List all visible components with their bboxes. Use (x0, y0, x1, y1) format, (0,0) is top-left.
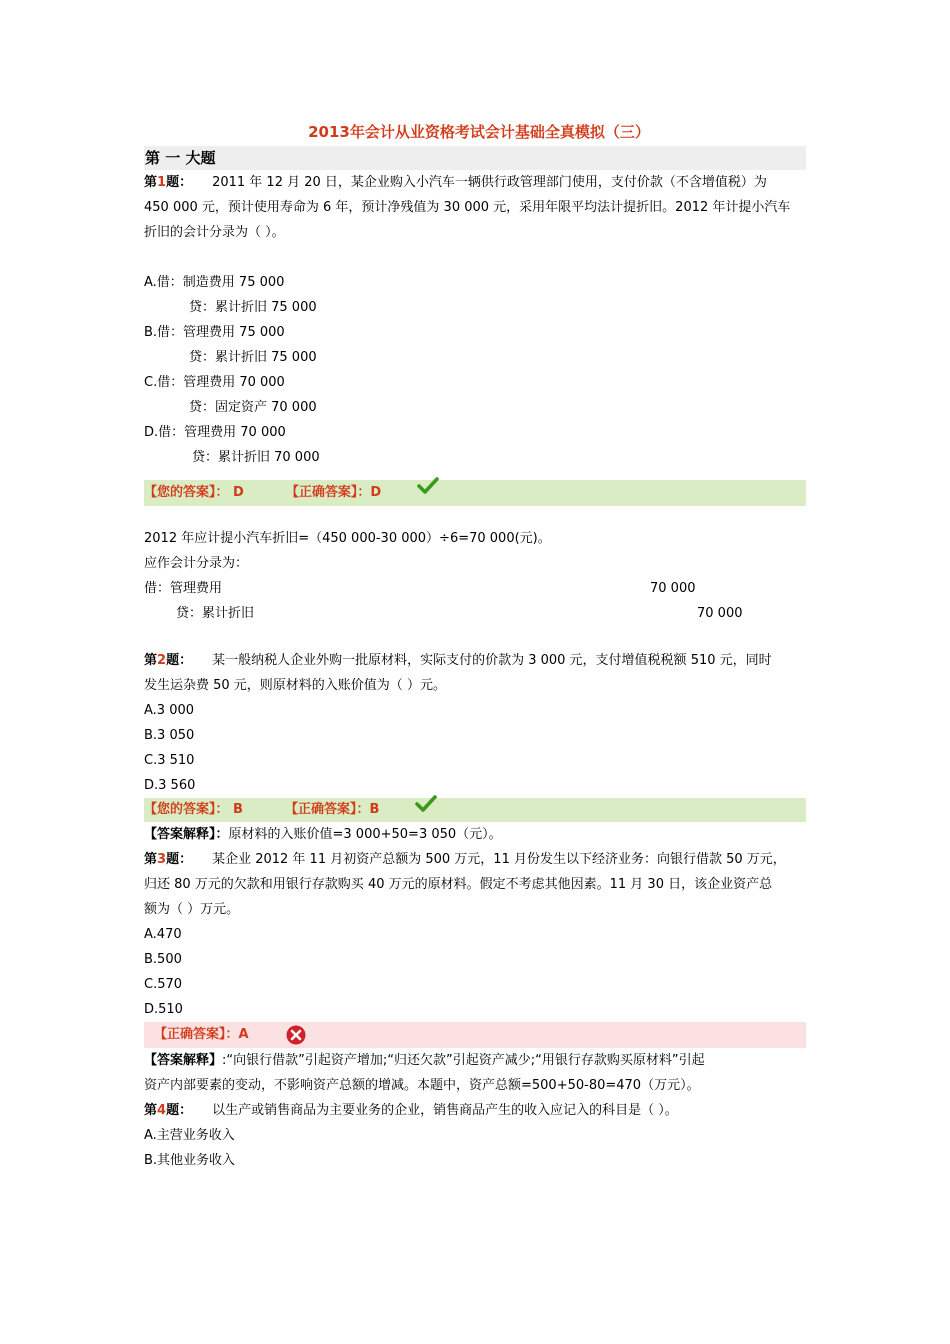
option-a: A.主营业务收入 (144, 1128, 235, 1143)
question-label-suffix: 题： (166, 175, 193, 190)
option-b: B.其他业务收入 (144, 1153, 236, 1168)
document-page (144, 118, 806, 1173)
answer-bar (144, 480, 806, 506)
explanation-text: :“向银行借款”引起资产增加;“归还欠款”引起资产减少;“用银行存款购买原材料”引起 (222, 1053, 705, 1068)
correct-answer: 【正确答案】：B (284, 802, 380, 817)
question-text: 折旧的会计分录为（ ）。 (144, 225, 285, 240)
explanation-text: 资产内部要素的变动，不影响资产总额的增减。本题中，资产总额=500+50-80=470（万元）。 (144, 1078, 700, 1093)
explanation-entry-debit (144, 576, 806, 601)
question-label-prefix: 第 (144, 653, 158, 668)
question-text: 450 000 元，预计使用寿命为 6 年，预计净残值为 30 000 元，采用年限平均法计提折旧。2012 年计提小汽车 (144, 200, 791, 215)
option-d: D.3 560 (144, 778, 196, 793)
correct-answer: 【正确答案】：A (154, 1027, 249, 1042)
explanation-text: 2012 年应计提小汽车折旧=（450 000-30 000）÷6=70 000(元)。 (144, 531, 551, 546)
option-a: A.借：制造费用 75 000 (144, 275, 285, 290)
check-icon (414, 793, 438, 824)
question-text: 某一般纳税人企业外购一批原材料，实际支付的价款为 3 000 元，支付增值税税额 510 元，同时 (212, 653, 772, 668)
question-label-suffix: 题： (166, 1103, 193, 1118)
explanation-label: 【答案解释】 (144, 1053, 223, 1068)
option-b-credit: 贷：累计折旧 75 000 (189, 350, 317, 365)
answer-bar (144, 798, 806, 822)
question-number: 3 (157, 852, 167, 867)
question-label-suffix: 题： (166, 653, 193, 668)
answer-bar (144, 1022, 806, 1048)
entry-account: 贷：累计折旧 (176, 606, 255, 621)
option-b: B.3 050 (144, 728, 195, 743)
question-label-prefix: 第 (144, 852, 158, 867)
your-answer: 【您的答案】： D (144, 485, 244, 500)
option-d-credit: 贷：累计折旧 70 000 (192, 450, 320, 465)
option-b: B.500 (144, 952, 182, 967)
question-label-prefix: 第 (144, 175, 158, 190)
option-c-credit: 贷：固定资产 70 000 (189, 400, 317, 415)
question-text: 某企业 2012 年 11 月初资产总额为 500 万元，11 月份发生以下经济业务：向银行借款 50 万元， (212, 852, 786, 867)
option-d: D.借：管理费用 70 000 (144, 425, 286, 440)
question-text: 发生运杂费 50 元，则原材料的入账价值为（ ）元。 (144, 678, 446, 693)
entry-amount: 70 000 (650, 581, 696, 596)
option-a-credit: 贷：累计折旧 75 000 (189, 300, 317, 315)
your-answer: 【您的答案】： B (144, 802, 243, 817)
explanation-text: 应作会计分录为： (144, 556, 249, 571)
question-4 (144, 1098, 806, 1173)
explanation-entry-credit (144, 601, 806, 626)
option-a: A.470 (144, 927, 182, 942)
option-c: C.570 (144, 977, 183, 992)
question-2 (144, 648, 806, 847)
section-heading: 第 一 大题 (144, 146, 806, 170)
question-label-prefix: 第 (144, 1103, 158, 1118)
question-text: 2011 年 12 月 20 日，某企业购入小汽车一辆供行政管理部门使用，支付价款（不含增值税）为 (212, 175, 767, 190)
option-c: C.借：管理费用 70 000 (144, 375, 285, 390)
explanation-label: 【答案解释】： (144, 827, 229, 842)
check-icon (416, 475, 440, 507)
option-b: B.借：管理费用 75 000 (144, 325, 285, 340)
option-c: C.3 510 (144, 753, 195, 768)
correct-answer: 【正确答案】：D (285, 485, 382, 500)
question-label-suffix: 题： (166, 852, 193, 867)
question-text: 以生产或销售商品为主要业务的企业，销售商品产生的收入应记入的科目是（ ）。 (212, 1103, 678, 1118)
question-number: 4 (157, 1103, 167, 1118)
question-text: 归还 80 万元的欠款和用银行存款购买 40 万元的原材料。假定不考虑其他因素。11 月 30 日，该企业资产总 (144, 877, 773, 892)
page-title: 2013年会计从业资格考试会计基础全真模拟（三） (308, 123, 650, 141)
question-3 (144, 847, 806, 1098)
option-a: A.3 000 (144, 703, 195, 718)
entry-amount: 70 000 (697, 606, 743, 621)
question-number: 2 (157, 653, 167, 668)
explanation-text: 原材料的入账价值=3 000+50=3 050（元）。 (228, 827, 502, 842)
question-1 (144, 170, 806, 648)
question-text: 额为（ ）万元。 (144, 902, 240, 917)
cross-icon (286, 1025, 306, 1055)
entry-account: 借：管理费用 (144, 581, 223, 596)
option-d: D.510 (144, 1002, 183, 1017)
question-number: 1 (157, 175, 167, 190)
